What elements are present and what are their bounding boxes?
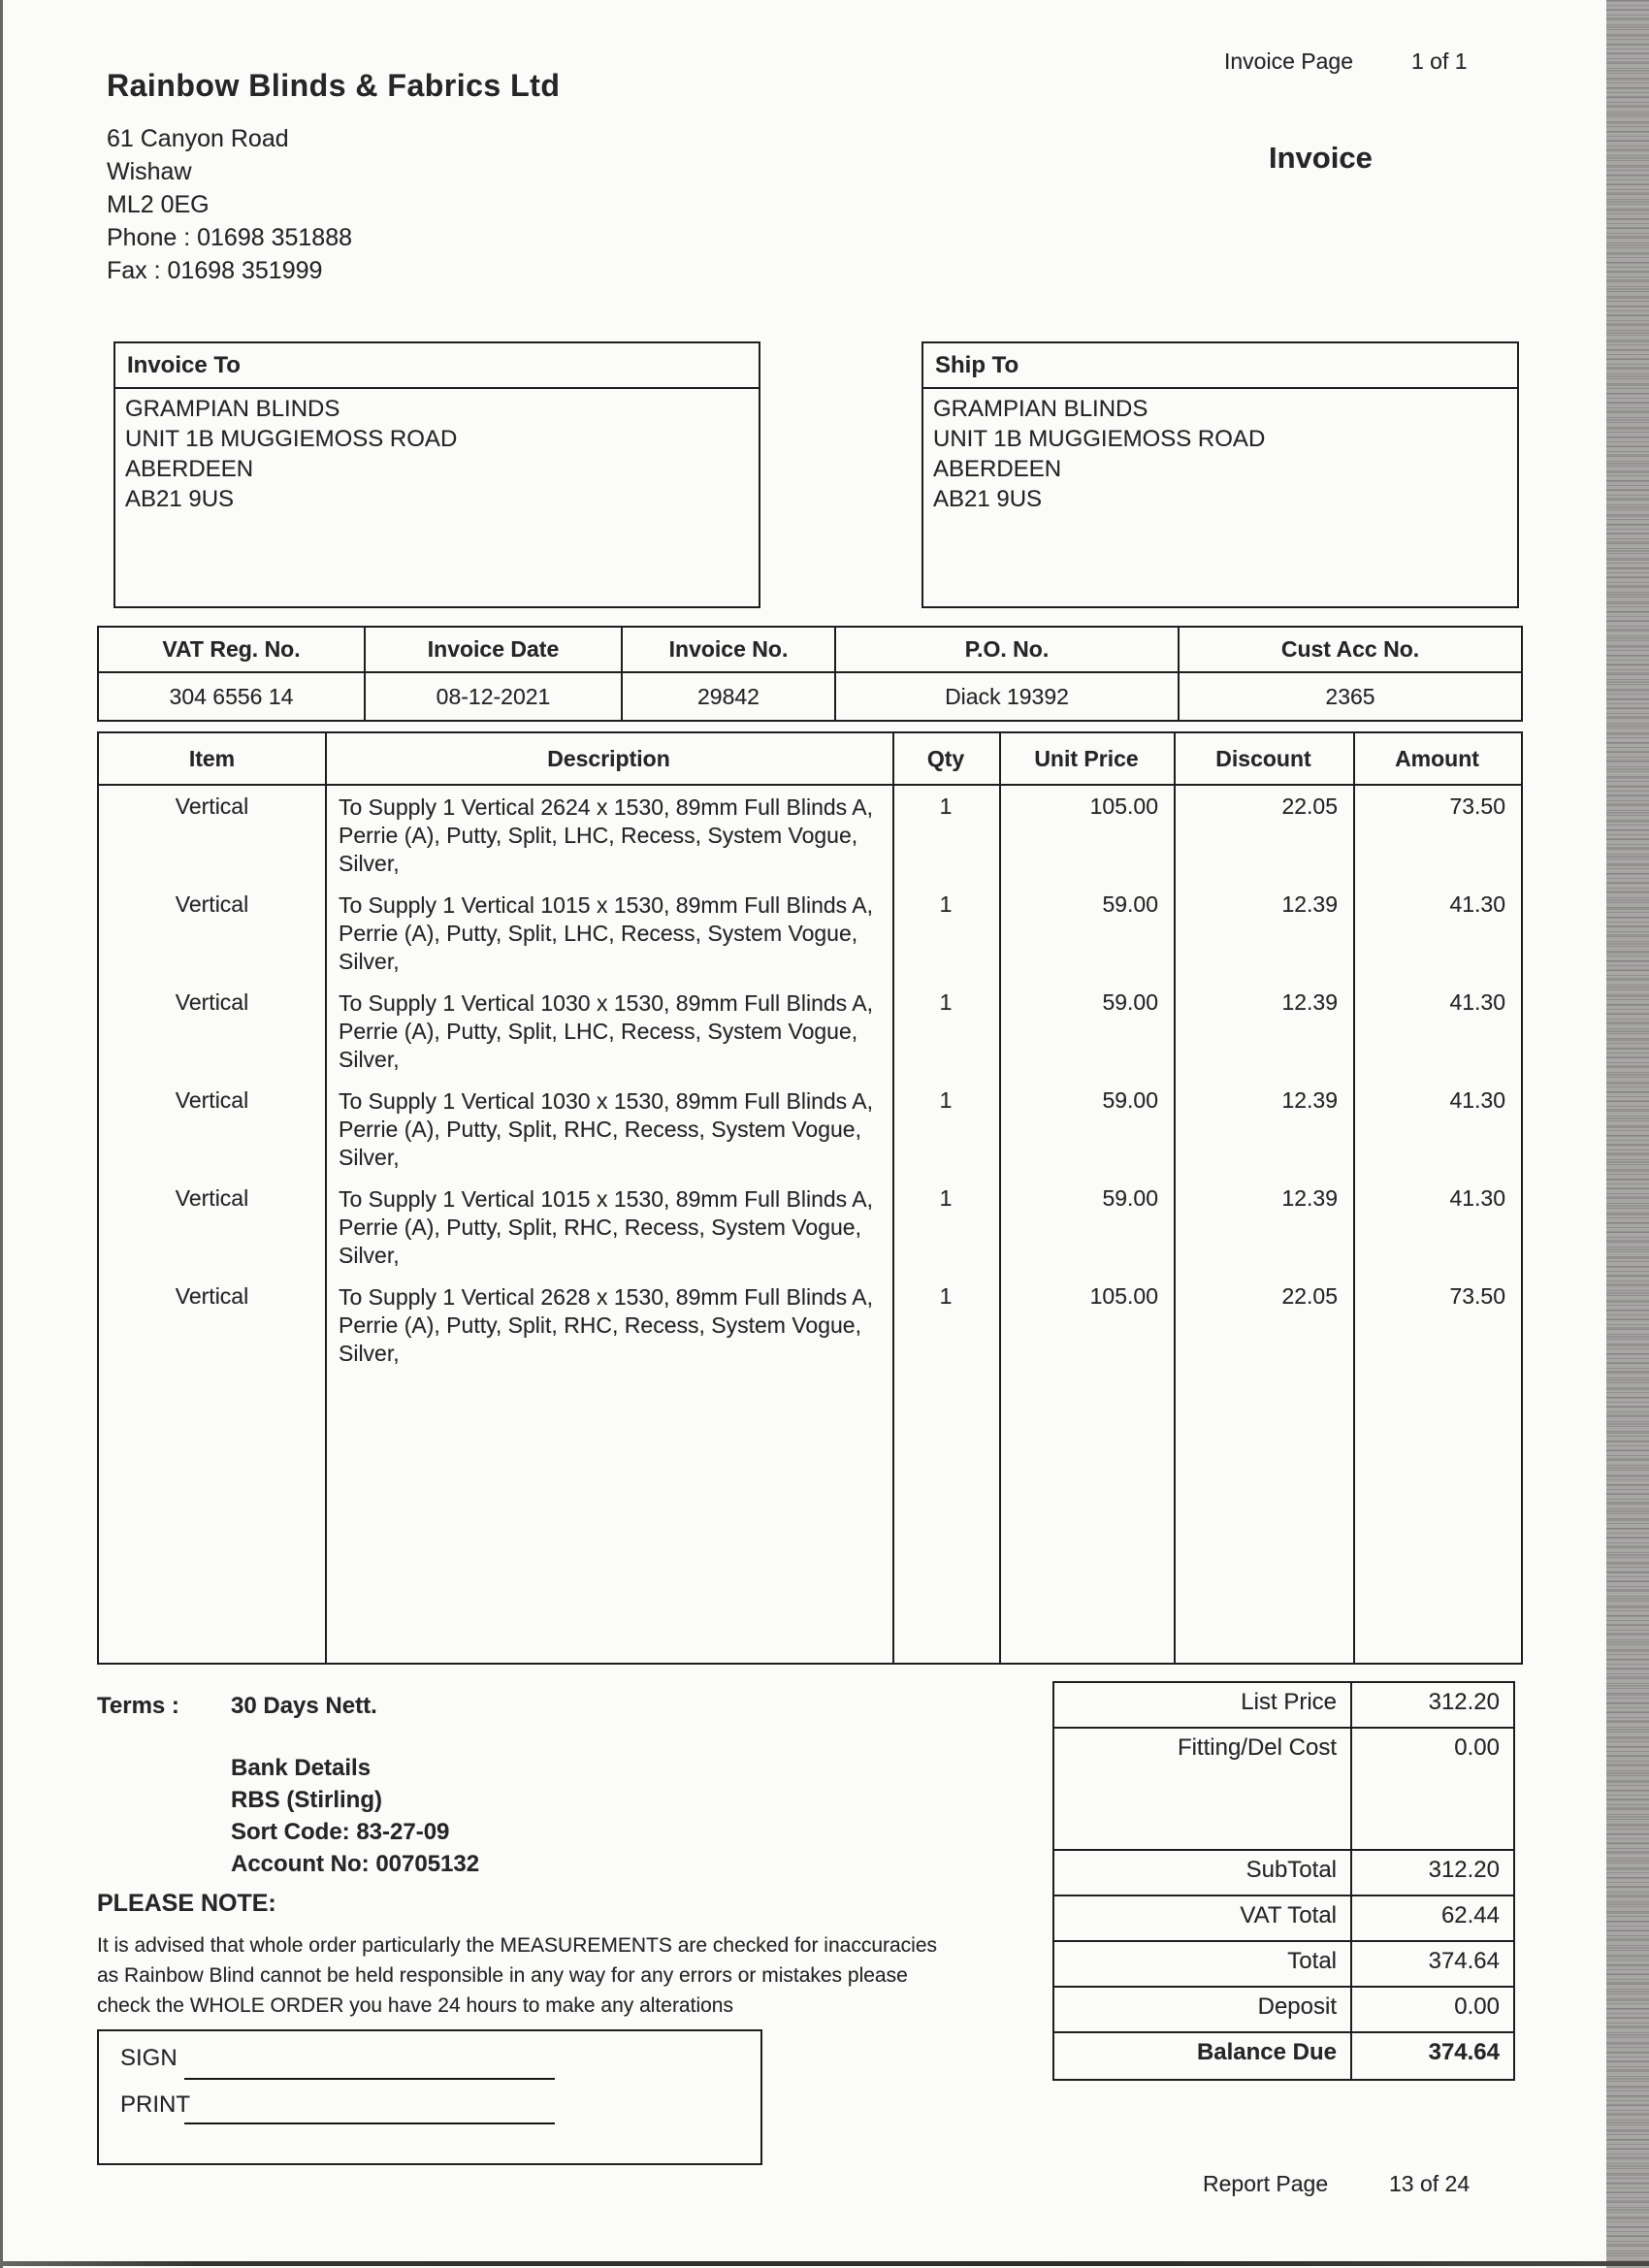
totals-box bbox=[1052, 1681, 1515, 2081]
company-address-line1: 61 Canyon Road bbox=[107, 125, 289, 152]
items-header-description: Description bbox=[547, 745, 670, 771]
item-type: Vertical bbox=[175, 891, 249, 917]
company-fax: Fax : 01698 351999 bbox=[107, 257, 323, 284]
invoice-to-box bbox=[113, 341, 760, 608]
item-amount: 41.30 bbox=[1449, 1087, 1505, 1113]
items-header-unit-price: Unit Price bbox=[1034, 745, 1139, 771]
list-price-value: 312.20 bbox=[1350, 1683, 1513, 1727]
meta-header-vat-reg: VAT Reg. No. bbox=[162, 636, 301, 662]
subtotal-label: SubTotal bbox=[1245, 1857, 1337, 1883]
item-type: Vertical bbox=[175, 1185, 249, 1211]
item-qty: 1 bbox=[939, 794, 953, 819]
print-label: PRINT bbox=[120, 2091, 190, 2118]
document-title: Invoice bbox=[1269, 141, 1373, 175]
item-amount: 41.30 bbox=[1449, 1185, 1505, 1211]
item-amount: 73.50 bbox=[1449, 1283, 1505, 1309]
report-page-label: Report Page bbox=[1203, 2171, 1329, 2196]
item-description: To Supply 1 Vertical 1015 x 1530, 89mm Full Blinds A, Perrie (A), Putty, Split, LHC, Recess, System Vogue, Silver, bbox=[339, 892, 874, 974]
fitting-del-cost-value: 0.00 bbox=[1350, 1729, 1513, 1849]
invoice-meta-table bbox=[97, 626, 1523, 722]
invoice-to-line: UNIT 1B MUGGIEMOSS ROAD bbox=[125, 426, 458, 452]
terms-label: Terms : bbox=[97, 1693, 179, 1719]
meta-value-row bbox=[99, 671, 1521, 720]
company-name: Rainbow Blinds & Fabrics Ltd bbox=[107, 68, 561, 103]
fitting-del-cost-label: Fitting/Del Cost bbox=[1177, 1734, 1337, 1761]
bank-details bbox=[231, 1752, 479, 1880]
item-unit-price: 105.00 bbox=[1089, 1283, 1158, 1309]
ship-to-address bbox=[923, 389, 1517, 519]
bank-account-no: Account No: 00705132 bbox=[231, 1851, 480, 1877]
totals-row-vat-total bbox=[1054, 1895, 1513, 1940]
ship-to-line: AB21 9US bbox=[933, 486, 1043, 512]
item-amount: 41.30 bbox=[1449, 989, 1505, 1015]
company-phone: Phone : 01698 351888 bbox=[107, 224, 353, 251]
meta-value-invoice-no: 29842 bbox=[621, 671, 834, 720]
report-page-value: 13 of 24 bbox=[1389, 2171, 1471, 2196]
meta-header-po-no: P.O. No. bbox=[834, 628, 1178, 671]
subtotal-value: 312.20 bbox=[1350, 1851, 1513, 1895]
ship-to-line: GRAMPIAN BLINDS bbox=[933, 396, 1148, 422]
ship-to-title: Ship To bbox=[923, 343, 1517, 389]
company-address-line2: Wishaw bbox=[107, 158, 192, 185]
invoice-to-line: ABERDEEN bbox=[125, 456, 254, 482]
meta-value-cust-acc: 2365 bbox=[1178, 671, 1521, 720]
ship-to-line: UNIT 1B MUGGIEMOSS ROAD bbox=[933, 426, 1266, 452]
items-header-item: Item bbox=[188, 745, 236, 771]
table-row bbox=[99, 1087, 1521, 1172]
item-amount: 41.30 bbox=[1449, 891, 1505, 917]
totals-row-subtotal bbox=[1054, 1849, 1513, 1895]
invoice-to-title: Invoice To bbox=[115, 343, 759, 389]
item-discount: 12.39 bbox=[1281, 1185, 1338, 1211]
bank-name: RBS (Stirling) bbox=[231, 1787, 382, 1813]
items-header-amount: Amount bbox=[1395, 745, 1479, 771]
print-line bbox=[184, 2122, 555, 2124]
item-discount: 12.39 bbox=[1281, 891, 1338, 917]
total-label: Total bbox=[1287, 1948, 1337, 1974]
meta-value-invoice-date: 08-12-2021 bbox=[364, 671, 621, 720]
total-value: 374.64 bbox=[1350, 1942, 1513, 1986]
item-qty: 1 bbox=[939, 1283, 953, 1309]
table-row bbox=[99, 989, 1521, 1074]
balance-due-value: 374.64 bbox=[1350, 2033, 1513, 2079]
item-type: Vertical bbox=[175, 794, 249, 819]
bank-details-title: Bank Details bbox=[231, 1755, 372, 1781]
item-discount: 22.05 bbox=[1281, 794, 1338, 819]
scan-edge-right bbox=[1606, 0, 1649, 2268]
items-body bbox=[99, 786, 1521, 1368]
deposit-label: Deposit bbox=[1257, 1993, 1337, 2020]
table-row bbox=[99, 794, 1521, 878]
item-description: To Supply 1 Vertical 2624 x 1530, 89mm Full Blinds A, Perrie (A), Putty, Split, LHC, Recess, System Vogue, Silver, bbox=[339, 794, 874, 876]
item-discount: 22.05 bbox=[1281, 1283, 1338, 1309]
item-discount: 12.39 bbox=[1281, 1087, 1338, 1113]
item-type: Vertical bbox=[175, 989, 249, 1015]
line-items-table bbox=[97, 731, 1523, 1665]
items-header-discount: Discount bbox=[1215, 745, 1311, 771]
bank-sort-code: Sort Code: 83-27-09 bbox=[231, 1819, 450, 1845]
item-description: To Supply 1 Vertical 2628 x 1530, 89mm Full Blinds A, Perrie (A), Putty, Split, RHC, Recess, System Vogue, Silver, bbox=[339, 1284, 874, 1366]
list-price-label: List Price bbox=[1241, 1689, 1337, 1715]
totals-row-total bbox=[1054, 1940, 1513, 1986]
item-unit-price: 105.00 bbox=[1089, 794, 1158, 819]
meta-header-row bbox=[99, 628, 1521, 671]
invoice-to-line: AB21 9US bbox=[125, 486, 235, 512]
item-description: To Supply 1 Vertical 1030 x 1530, 89mm Full Blinds A, Perrie (A), Putty, Split, RHC, Recess, System Vogue, Silver, bbox=[339, 1088, 874, 1170]
company-address bbox=[107, 122, 352, 287]
meta-value-po-no: Diack 19392 bbox=[834, 671, 1178, 720]
table-row bbox=[99, 1185, 1521, 1270]
item-amount: 73.50 bbox=[1449, 794, 1505, 819]
totals-row-deposit bbox=[1054, 1986, 1513, 2031]
item-unit-price: 59.00 bbox=[1102, 1087, 1158, 1113]
invoice-page-value: 1 of 1 bbox=[1411, 49, 1468, 74]
deposit-value: 0.00 bbox=[1350, 1988, 1513, 2031]
signature-box bbox=[97, 2029, 762, 2165]
company-address-line3: ML2 0EG bbox=[107, 191, 210, 218]
totals-row-balance-due bbox=[1054, 2031, 1513, 2079]
invoice-to-address bbox=[115, 389, 759, 519]
balance-due-label: Balance Due bbox=[1196, 2039, 1337, 2065]
meta-header-cust-acc: Cust Acc No. bbox=[1178, 628, 1521, 671]
ship-to-box bbox=[922, 341, 1519, 608]
please-note-title: PLEASE NOTE: bbox=[97, 1890, 276, 1917]
sign-label: SIGN bbox=[120, 2045, 178, 2071]
vat-total-value: 62.44 bbox=[1350, 1896, 1513, 1940]
ship-to-line: ABERDEEN bbox=[933, 456, 1062, 482]
items-header-qty: Qty bbox=[926, 745, 965, 771]
terms-value: 30 Days Nett. bbox=[231, 1693, 377, 1719]
item-description: To Supply 1 Vertical 1015 x 1530, 89mm Full Blinds A, Perrie (A), Putty, Split, RHC, Recess, System Vogue, Silver, bbox=[339, 1186, 874, 1268]
scan-edge-bottom bbox=[0, 2261, 1649, 2266]
item-qty: 1 bbox=[939, 891, 953, 917]
item-qty: 1 bbox=[939, 989, 953, 1015]
item-qty: 1 bbox=[939, 1185, 953, 1211]
item-description: To Supply 1 Vertical 1030 x 1530, 89mm Full Blinds A, Perrie (A), Putty, Split, LHC, Recess, System Vogue, Silver, bbox=[339, 990, 874, 1072]
items-header-row bbox=[99, 733, 1521, 786]
table-row bbox=[99, 1283, 1521, 1368]
item-unit-price: 59.00 bbox=[1102, 989, 1158, 1015]
item-qty: 1 bbox=[939, 1087, 953, 1113]
item-discount: 12.39 bbox=[1281, 989, 1338, 1015]
table-row bbox=[99, 891, 1521, 976]
totals-row-list-price bbox=[1054, 1683, 1513, 1727]
scan-edge-left bbox=[0, 0, 3, 2268]
please-note-body: It is advised that whole order particularly the MEASUREMENTS are checked for inaccuracies as Rainbow Blind cannot be held responsible in any way for any errors or mistakes please check the WHOLE ORDER you have 24 hours to make any alterations bbox=[97, 1934, 938, 2017]
item-unit-price: 59.00 bbox=[1102, 891, 1158, 917]
meta-header-invoice-no: Invoice No. bbox=[621, 628, 834, 671]
item-type: Vertical bbox=[175, 1283, 249, 1309]
vat-total-label: VAT Total bbox=[1240, 1902, 1337, 1928]
meta-header-invoice-date: Invoice Date bbox=[364, 628, 621, 671]
invoice-to-line: GRAMPIAN BLINDS bbox=[125, 396, 340, 422]
invoice-page-label: Invoice Page bbox=[1224, 49, 1353, 74]
sign-line bbox=[184, 2078, 555, 2080]
totals-row-fitting-del-cost bbox=[1054, 1727, 1513, 1849]
item-unit-price: 59.00 bbox=[1102, 1185, 1158, 1211]
item-type: Vertical bbox=[175, 1087, 249, 1113]
meta-value-vat-reg: 304 6556 14 bbox=[99, 671, 364, 720]
